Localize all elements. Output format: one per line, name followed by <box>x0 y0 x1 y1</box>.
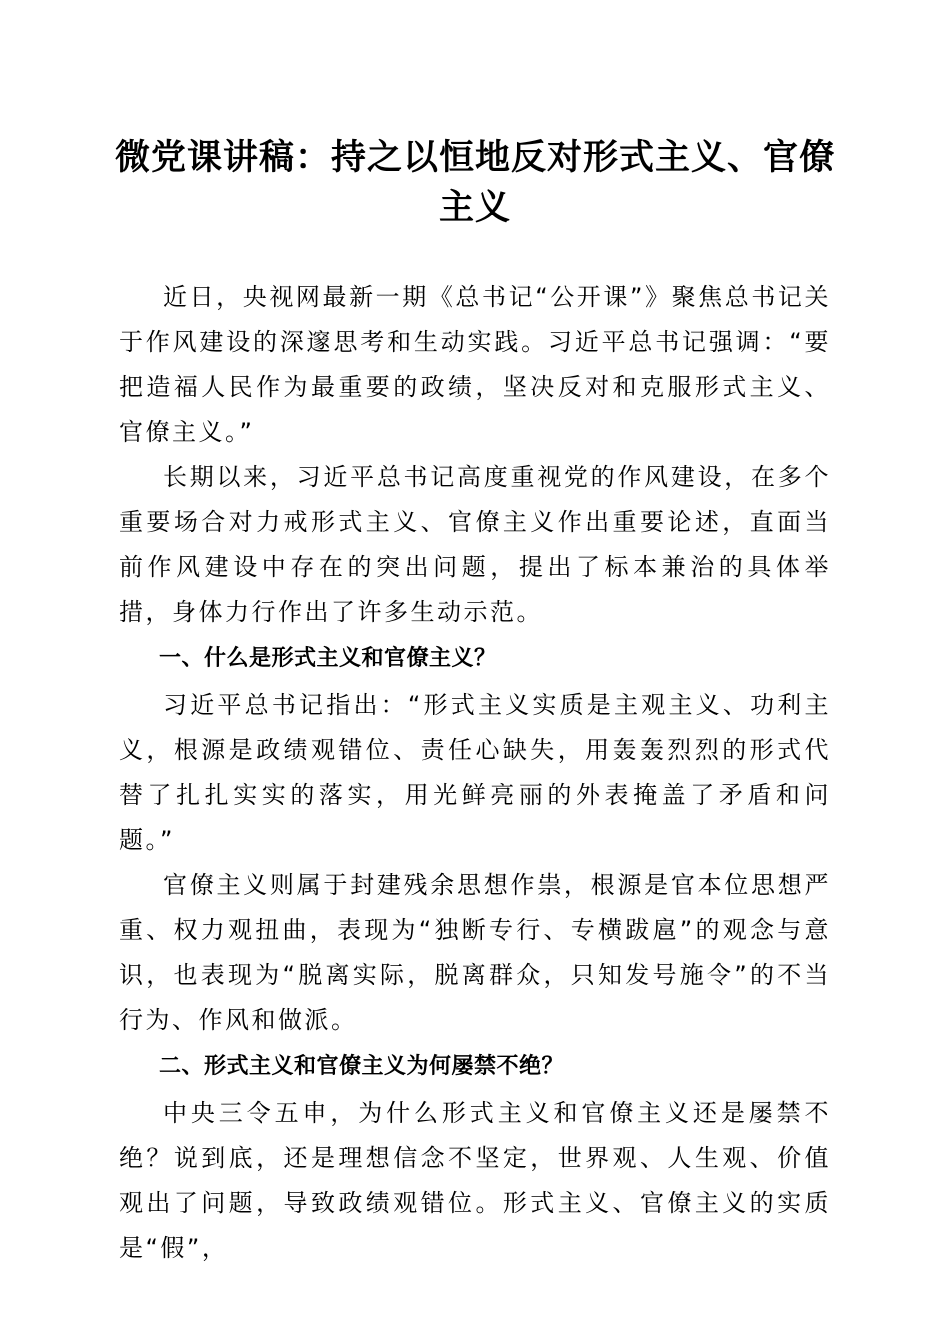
section-heading-1: 一、什么是形式主义和官僚主义？ <box>159 646 497 671</box>
intro-paragraph-2: 长期以来，习近平总书记高度重视党的作风建设，在多个重要场合对力戒形式主义、官僚主义作出重要论述，直面当前作风建设中存在的突出问题，提出了标本兼治的具体举措，身体力行作出了许多生动示范。 <box>119 463 831 626</box>
document-title: 微党课讲稿：持之以恒地反对形式主义、官僚主义 <box>114 137 835 228</box>
intro-paragraph-1: 近日，央视网最新一期《总书记“公开课”》聚焦总书记关于作风建设的深邃思考和生动实践。习近平总书记强调：“要把造福人民作为最重要的政绩，坚决反对和克服形式主义、官僚主义。” <box>119 283 831 446</box>
document-body <box>119 275 831 1271</box>
section-heading-2: 二、形式主义和官僚主义为何屡禁不绝？ <box>159 1054 565 1079</box>
section-1-paragraph-2: 官僚主义则属于封建残余思想作祟，根源是官本位思想严重、权力观扭曲，表现为“独断专行、专横跋扈”的观念与意识，也表现为“脱离实际，脱离群众，只知发号施令”的不当行为、作风和做派。 <box>119 871 831 1034</box>
section-1-paragraph-1: 习近平总书记指出：“形式主义实质是主观主义、功利主义，根源是政绩观错位、责任心缺失，用轰轰烈烈的形式代替了扎扎实实的落实，用光鲜亮丽的外表掩盖了矛盾和问题。” <box>119 691 831 854</box>
section-2-paragraph-1: 中央三令五申，为什么形式主义和官僚主义还是屡禁不绝？说到底，还是理想信念不坚定，世界观、人生观、价值观出了问题，导致政绩观错位。形式主义、官僚主义的实质是“假”， <box>119 1099 831 1262</box>
